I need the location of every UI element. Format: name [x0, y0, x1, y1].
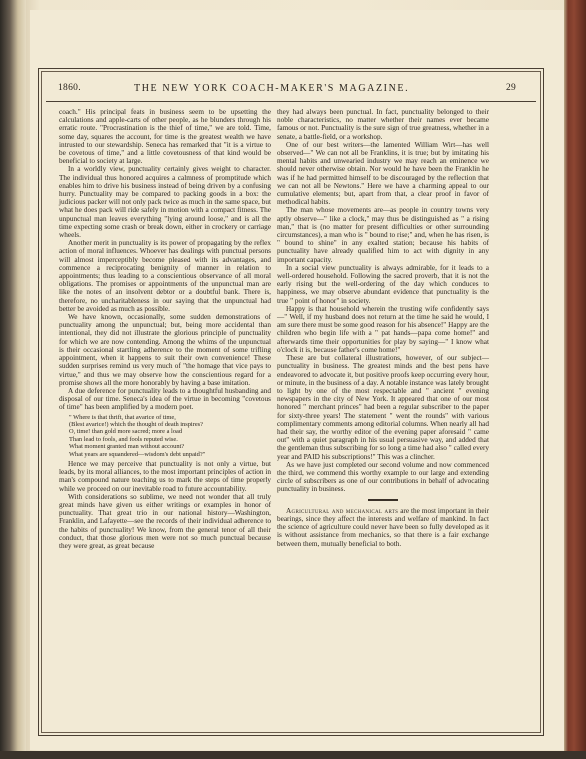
agriculture-lead: Agricultural and mechanical arts: [286, 506, 399, 515]
header-rule: [46, 101, 536, 102]
poem-line: What years are squandered—wisdom's debt unpaid?": [69, 450, 206, 458]
section-ornament: [277, 497, 489, 505]
right-column: [277, 108, 489, 548]
poem-line: " Where is that thrift, that avarice of time,: [69, 413, 176, 421]
right-paragraph: Happy is that household wherein the trusting wife confidently says—" Well, if my husband does not return at the time he said he would, I am sure there must be some good reason for his absence!" Happy are the children who begin life with a " pat hands—papa come home!" and afterwards time their opportunities for play by saying—" I know what o'clock it is, because father's come home!": [277, 304, 489, 354]
left-paragraphs-after: [59, 460, 271, 550]
left-after-paragraph: Hence we may perceive that punctuality is not only a virtue, but leads, by its moral alliances, to the most important principles of action in man's compound nature teaching us to mark the steps of time properly while we proceed on our inevitable road to future accountability.: [59, 459, 271, 493]
poem-line: What moment granted man without account?: [69, 443, 185, 451]
left-paragraph: coach." His principal feats in business seem to be upsetting the calculations and apple-carts of other people, as he blunders through his erratic route. "Procrastination is the thief of time," we are told. Time, some day, squares the account, for time is the greatest wealth we have intrusted to our stewardship. Seneca has remarked that "it is a virtue to be covetous of time," and a little covetousness of that kind would be beneficial to society at large.: [59, 108, 271, 166]
left-paragraph: Another merit in punctuality is its power of propagating by the reflex action of moral influences. Whoever has dealings with punctual persons will almost imperceptibly become pleased with its advantages, and commence a reciprocating benignity of manner in relation to appointments; thus leading to a conscientious observance of all moral obligations. The promises or appointments of the unpunctual man are like the notes of an insolvent debtor or a doubtful bank. There is, therefore, no uncharitableness in our saying that the unpunctual had better be avoided as much as possible.: [59, 239, 271, 313]
poem-line: Than lead to fools, and fools reputed wise.: [69, 435, 178, 443]
agriculture-paragraph: [277, 507, 489, 548]
right-paragraphs: [277, 108, 489, 494]
book-left-edge: [0, 0, 26, 759]
left-paragraph: In a worldly view, punctuality certainly gives weight to character. The individual thus honored acquires a calmness of promptitude which enables him to drive his business instead of being driven by a confusing hurry. Punctuality may be compared to packing goods in a box: the judicious packer will not only pack twice as much in the same space, but what he does pack will ride safely in motion with a compact fitness. The unpunctual man leaves everything "lying around loose," and is all the time expecting some crash or break down, either in crockery or carriage wheels.: [59, 165, 271, 240]
page-number: 29: [506, 83, 517, 93]
right-paragraph: These are but collateral illustrations, however, of our subject—punctuality in business. The greatest minds and the best pens have endeavored to advocate it, but positive proofs keep occurring every hour, or minute, in the business of a day. A notable instance was lately brought to light by one of the most respectable and " ancient " evening newspapers in the city of New York. It appeared that one of our most honored " merchant princes" had been a regular subscriber to the paper for sixty-three years! The statement " went the rounds" with various complimentary comments among editorial columns. When nearly all had had their say, the worthy editor of the evening paper aforesaid " came out" with a quiet paragraph in his usual persuasive way, and added that the gentleman thus subscribing for so long a time had also " called every year and PAID his subscriptions!" This was a clincher.: [277, 354, 489, 461]
right-paragraph: In a social view punctuality is always admirable, for it leads to a well-ordered household. Following the sacred proverb, that it is not the early rising but the well-ordering of the day which conduces to happiness, we may observe abundant evidence that punctuality is the true " point of honor" in society.: [277, 263, 489, 305]
agriculture-text: are the most important in their bearings, since they affect the interests and welfare of mankind. In fact the science of agriculture could never have been so fully developed as it is without assistance from mechanics, so that there is a fair exchange between them, mutually beneficial to both.: [277, 506, 489, 548]
header-title: THE NEW YORK COACH-MAKER'S MAGAZINE.: [134, 83, 410, 94]
left-paragraph: We have known, occasionally, some sudden demonstrations of punctuality among the unpunctual; but, being more accidental than intentional, they did not illustrate the glorious principle of punctuality for which we are now contending. Among the whims of the unpunctual is their occasional startling adherence to the moment of some trifling appointment, when it happens to suit their own convenience! These sudden surprises remind us very much of "the homage that vice pays to virtue," and thus we may observe how the conscientious regard for a promise shows all the more honorably by having a base imitation.: [59, 313, 271, 387]
left-column: [59, 108, 271, 550]
poem-line: O, time! than gold more sacred; more a load: [69, 428, 183, 436]
left-paragraphs: [59, 108, 271, 412]
left-after-paragraph: With considerations so sublime, we need not wonder that all truly great minds have given us either writings or examples in honor of punctuality. That great trio in our national history—Washington, Franklin, and Lafayette—see the records of their individual adherence to the habits of punctuality! We know, from the general tenor of all their conduct, that those glorious men were not so much punctual because they were great, as great because: [59, 492, 271, 550]
right-paragraph: they had always been punctual. In fact, punctuality belonged to their noble characteristics, no matter whether their names ever became famous or not. Punctuality is the sure sign of true greatness, whether in a senate, a battle-field, or a workshop.: [277, 108, 489, 141]
right-paragraph: The man whose movements are—as people in country towns very aptly observe—" like a clock," may thus be distinguished as " a rising man," that is (no matter for present difficulties or other surrounding circumstances), a man who is " bound to rise;" and, when he has risen, is " bound to shine" in any exalted station; because his habits of punctuality have already qualified him to act with dignity in any important capacity.: [277, 206, 489, 264]
header-year: 1860.: [58, 83, 81, 93]
right-paragraph: As we have just completed our second volume and now commenced the third, we commend this worthy example to our large and extending circle of subscribers as one of our contributions in behalf of advocating punctuality in business.: [277, 460, 489, 494]
bottom-shadow: [0, 751, 586, 759]
left-paragraph: A due deference for punctuality leads to a thoughtful husbanding and disposal of our time. Seneca's idea of the virtue in becoming "covetous of time" has been amplified by a modern poet.: [59, 386, 271, 412]
poem-quote: [69, 414, 271, 458]
book-right-edge: [564, 0, 586, 759]
poem-line: (Blest avarice!) which the thought of death inspires?: [69, 420, 203, 428]
right-paragraph: One of our best writers—the lamented William Wirt—has well observed—" We can not all be Franklins, it is true; but by imitating his mental habits and unwearied industry we may reach an eminence we should never otherwise obtain. Nor would he have been the Franklin he was if he had permitted himself to be discouraged by the reflection that we can not all be Newtons." Here we have a charming appeal to our cumulative elements; but, apart from that, a clear proof in favor of methodical habits.: [277, 140, 489, 207]
